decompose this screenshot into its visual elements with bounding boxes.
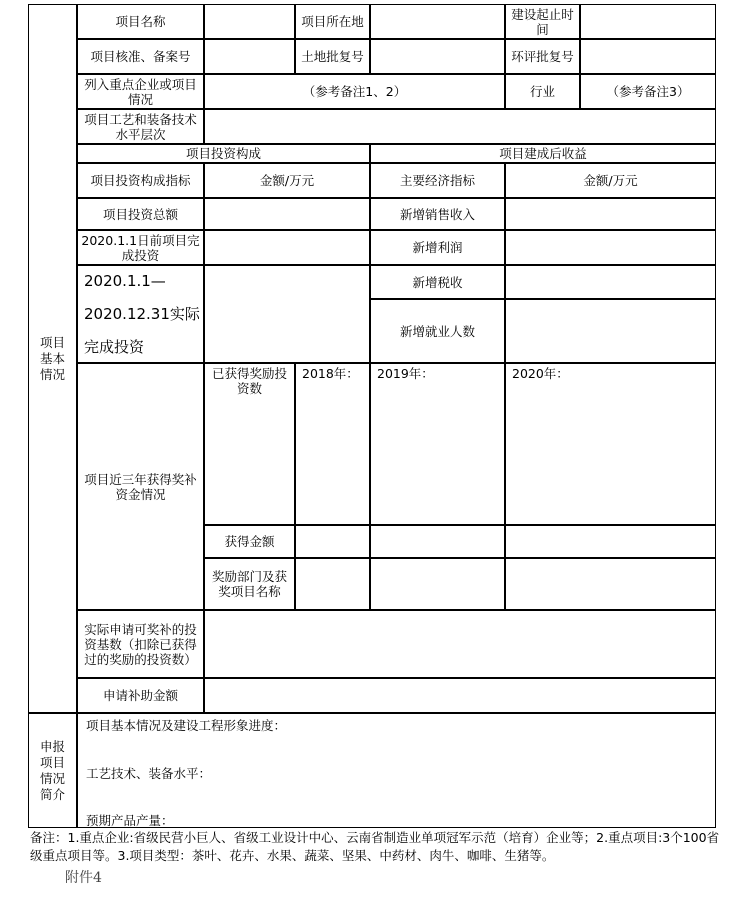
total-investment-label: 项目投资总额 bbox=[77, 198, 204, 230]
land-approval-value[interactable] bbox=[370, 39, 505, 74]
project-location-label: 项目所在地 bbox=[295, 4, 370, 39]
before-2020-investment-label: 2020.1.1日前项目完成投资 bbox=[77, 230, 204, 265]
approval-number-value[interactable] bbox=[204, 39, 295, 74]
invest-index-header: 项目投资构成指标 bbox=[77, 163, 204, 198]
reward-dept-2018[interactable] bbox=[295, 558, 370, 610]
key-enterprise-note[interactable]: （参考备注1、2） bbox=[204, 74, 505, 109]
new-sales-label: 新增销售收入 bbox=[370, 198, 505, 230]
section-basic-text: 项目基本情况 bbox=[39, 334, 65, 382]
amount-unit-header-2: 金额/万元 bbox=[505, 163, 716, 198]
intro-content-cell[interactable] bbox=[77, 713, 716, 828]
reward-dept-2020[interactable] bbox=[505, 558, 716, 610]
intro-section-text: 申报项目情况简介 bbox=[39, 738, 65, 802]
project-location-value[interactable] bbox=[370, 4, 505, 39]
total-investment-value[interactable] bbox=[204, 198, 370, 230]
new-profit-value[interactable] bbox=[505, 230, 716, 265]
actual-2020-investment-value[interactable] bbox=[204, 265, 370, 363]
reward-investment-label: 已获得奖励投资数 bbox=[204, 363, 295, 525]
year-2018-cell[interactable]: 2018年： bbox=[295, 363, 370, 525]
reward-amount-2020[interactable] bbox=[505, 525, 716, 558]
approval-number-label: 项目核准、备案号 bbox=[77, 39, 204, 74]
invest-base-label: 实际申请可奖补的投资基数（扣除已获得过的奖励的投资数） bbox=[77, 610, 204, 678]
new-profit-label: 新增利润 bbox=[370, 230, 505, 265]
intro-output-line: 预期产品产量： bbox=[86, 813, 174, 828]
new-sales-value[interactable] bbox=[505, 198, 716, 230]
year-2019-cell[interactable]: 2019年： bbox=[370, 363, 505, 525]
industry-label: 行业 bbox=[505, 74, 580, 109]
new-jobs-value[interactable] bbox=[505, 299, 716, 363]
tech-level-value[interactable] bbox=[204, 109, 716, 144]
footnote: 备注：1.重点企业:省级民营小巨人、省级工业设计中心、云南省制造业单项冠军示范（培育）企业等；2.重点项目:3个100省级重点项目等。3.项目类型：茶叶、花卉、水果、蔬菜、坚果、中药材、肉牛、咖啡、生猪等。 bbox=[30, 830, 720, 863]
attachment-label: 附件4 bbox=[65, 870, 102, 886]
invest-composition-header: 项目投资构成 bbox=[77, 144, 370, 163]
intro-tech-line: 工艺技术、装备水平： bbox=[86, 766, 212, 781]
env-approval-label: 环评批复号 bbox=[505, 39, 580, 74]
invest-base-value[interactable] bbox=[204, 610, 716, 678]
construction-period-value[interactable] bbox=[580, 4, 716, 39]
key-enterprise-label: 列入重点企业或项目情况 bbox=[77, 74, 204, 109]
year-2020-cell[interactable]: 2020年： bbox=[505, 363, 716, 525]
project-name-value[interactable] bbox=[204, 4, 295, 39]
reward-section-label: 项目近三年获得奖补资金情况 bbox=[77, 363, 204, 610]
benefit-header: 项目建成后收益 bbox=[370, 144, 716, 163]
reward-amount-2018[interactable] bbox=[295, 525, 370, 558]
apply-amount-label: 申请补助金额 bbox=[77, 678, 204, 713]
reward-amount-label: 获得金额 bbox=[204, 525, 295, 558]
section-basic-info-label bbox=[28, 4, 77, 713]
construction-period-label: 建设起止时间 bbox=[505, 4, 580, 39]
apply-amount-value[interactable] bbox=[204, 678, 716, 713]
new-jobs-label: 新增就业人数 bbox=[370, 299, 505, 363]
industry-note[interactable]: （参考备注3） bbox=[580, 74, 716, 109]
econ-index-header: 主要经济指标 bbox=[370, 163, 505, 198]
env-approval-value[interactable] bbox=[580, 39, 716, 74]
before-2020-investment-value[interactable] bbox=[204, 230, 370, 265]
actual-2020-investment-label: 2020.1.1—2020.12.31实际完成投资 bbox=[77, 265, 204, 363]
project-name-label: 项目名称 bbox=[77, 4, 204, 39]
tech-level-label: 项目工艺和装备技术水平层次 bbox=[77, 109, 204, 144]
amount-unit-header: 金额/万元 bbox=[204, 163, 370, 198]
reward-dept-label: 奖励部门及获奖项目名称 bbox=[204, 558, 295, 610]
new-tax-label: 新增税收 bbox=[370, 265, 505, 299]
new-tax-value[interactable] bbox=[505, 265, 716, 299]
intro-progress-line: 项目基本情况及建设工程形象进度： bbox=[86, 718, 287, 733]
land-approval-label: 土地批复号 bbox=[295, 39, 370, 74]
reward-amount-2019[interactable] bbox=[370, 525, 505, 558]
reward-dept-2019[interactable] bbox=[370, 558, 505, 610]
intro-section-label bbox=[28, 713, 77, 828]
